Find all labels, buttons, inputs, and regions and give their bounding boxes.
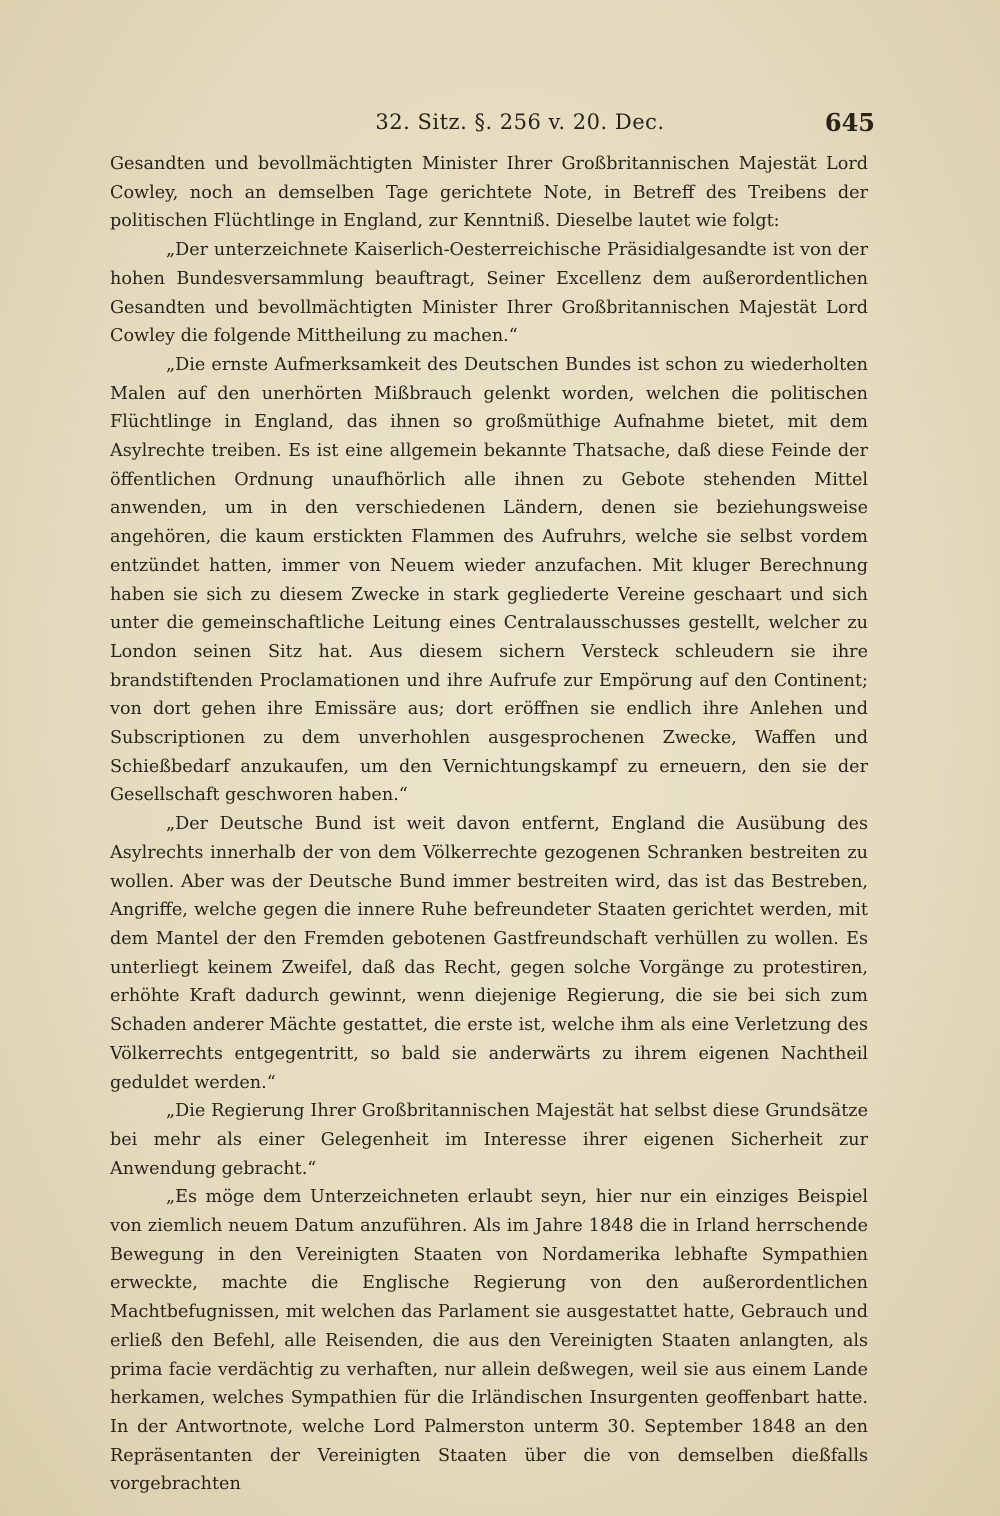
body-text: [110, 150, 868, 1499]
paragraph-5: „Die Regierung Ihrer Großbritannischen Majestät hat selbst diese Grundsätze bei mehr als einer Gelegenheit im Interesse ihrer eigenen Sicherheit zur Anwendung gebracht.“: [110, 1101, 868, 1179]
paragraph-4: „Der Deutsche Bund ist weit davon entfernt, England die Ausübung des Asylrechts innerhalb der von dem Völkerrechte gezogenen Schranken bestreiten zu wollen. Aber was der Deutsche Bund immer bestreiten wird, das ist das Bestreben, Angriffe, welche gegen die innere Ruhe befreundeter Staaten gerichtet werden, mit dem Mantel der den Fremden gebotenen Gastfreundschaft verhüllen zu wollen. Es unterliegt keinem Zweifel, daß das Recht, gegen solche Vorgänge zu protestiren, erhöhte Kraft dadurch gewinnt, wenn diejenige Regierung, die sie bei sich zum Schaden anderer Mächte gestattet, die erste ist, welche ihm als eine Verletzung des Völkerrechts entgegentritt, so bald sie anderwärts zu ihrem eigenen Nachtheil geduldet werden.“: [110, 814, 868, 1093]
running-head: 32. Sitz. §. 256 v. 20. Dec.: [375, 110, 665, 134]
page-number: 645: [824, 108, 875, 137]
page-header: [165, 108, 875, 138]
paragraph-6: „Es möge dem Unterzeichneten erlaubt seyn, hier nur ein einziges Beispiel von ziemlich neuem Datum anzuführen. Als im Jahre 1848 die in Irland herrschende Bewegung in den Vereinigten Staaten von Nordamerika lebhafte Sympathien erweckte, machte die Englische Regierung von den außerordentlichen Machtbefugnissen, mit welchen das Parlament sie ausgestattet hatte, Gebrauch und erließ den Befehl, alle Reisenden, die aus den Vereinigten Staaten anlangten, als prima facie verdächtig zu verhaften, nur allein deßwegen, weil sie aus einem Lande herkamen, welches Sympathien für die Irländischen Insurgenten geoffenbart hatte. In der Antwortnote, welche Lord Palmerston unterm 30. September 1848 an den Repräsentanten der Vereinigten Staaten über die von demselben dießfalls vorgebrachten: [110, 1187, 868, 1495]
paragraph-2: „Der unterzeichnete Kaiserlich-Oesterreichische Präsidialgesandte ist von der hohen Bundesversammlung beauftragt, Seiner Excellenz dem außerordentlichen Gesandten und bevollmächtigten Minister Ihrer Großbritannischen Majestät Lord Cowley die folgende Mittheilung zu machen.“: [110, 240, 868, 347]
paragraph-1: Gesandten und bevollmächtigten Minister Ihrer Großbritannischen Majestät Lord Cowley, noch an demselben Tage gerichtete Note, in Betreff des Treibens der politischen Flüchtlinge in England, zur Kenntniß. Dieselbe lautet wie folgt:: [110, 154, 868, 232]
paragraph-3: „Die ernste Aufmerksamkeit des Deutschen Bundes ist schon zu wiederholten Malen auf den unerhörten Mißbrauch gelenkt worden, welchen die politischen Flüchtlinge in England, das ihnen so großmüthige Aufnahme bietet, mit dem Asylrechte treiben. Es ist eine allgemein bekannte Thatsache, daß diese Feinde der öffentlichen Ordnung unaufhörlich alle ihnen zu Gebote stehenden Mittel anwenden, um in den verschiedenen Ländern, denen sie beziehungsweise angehören, die kaum erstickten Flammen des Aufruhrs, welche sie selbst vordem entzündet hatten, immer von Neuem wieder anzufachen. Mit kluger Berechnung haben sie sich zu diesem Zwecke in stark gegliederte Vereine geschaart und sich unter die gemeinschaftliche Leitung eines Centralausschusses gestellt, welcher zu London seinen Sitz hat. Aus diesem sichern Versteck schleudern sie ihre brandstiftenden Proclamationen und ihre Aufrufe zur Empörung auf den Continent; von dort gehen ihre Emissäre aus; dort eröffnen sie endlich ihre Anlehen und Subscriptionen zu dem unverhohlen ausgesprochenen Zwecke, Waffen und Schießbedarf anzukaufen, um den Vernichtungskampf zu erneuern, den sie der Gesellschaft geschworen haben.“: [110, 354, 868, 806]
